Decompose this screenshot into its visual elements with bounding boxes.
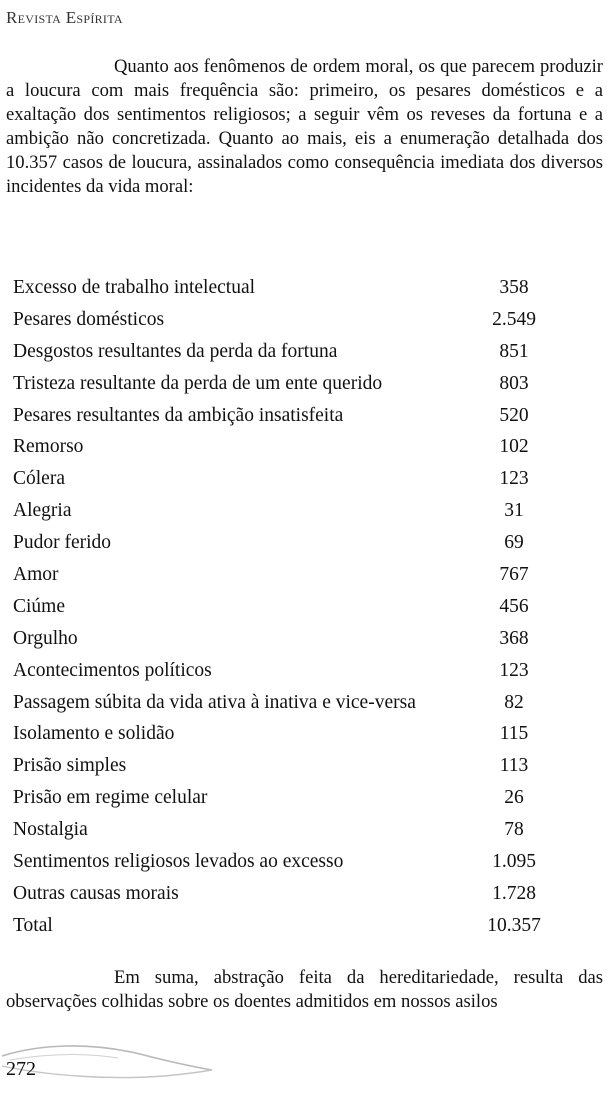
cause-count: 358 — [499, 276, 529, 298]
cause-count: 78 — [504, 819, 524, 841]
cause-label: Cólera — [13, 468, 65, 490]
cause-count: 1.095 — [492, 850, 536, 872]
cause-count: 82 — [504, 691, 524, 713]
causes-table — [13, 272, 573, 942]
table-row — [13, 431, 573, 463]
cause-label: Orgulho — [13, 627, 78, 649]
table-row — [13, 782, 573, 814]
table-row — [13, 304, 573, 336]
table-row-total — [13, 910, 573, 942]
cause-count: 123 — [499, 468, 529, 490]
table-row — [13, 336, 573, 368]
cause-label: Pesares domésticos — [13, 308, 165, 330]
cause-label: Remorso — [13, 436, 84, 458]
cause-count: 368 — [499, 627, 529, 649]
cause-label: Tristeza resultante da perda de um ente querido — [13, 372, 383, 394]
cause-label: Acontecimentos políticos — [13, 659, 212, 681]
total-label: Total — [13, 914, 53, 936]
intro-paragraph: Quanto aos fenômenos de ordem moral, os que parecem produzir a loucura com mais frequência são: primeiro, os pesares domésticos e a exaltação dos sentimentos religiosos; a seguir vêm os reveses da fortuna e a ambição não concretizada. Quanto ao mais, eis a enumeração detalhada dos 10.357 casos de loucura, assinalados como consequência imediata dos diversos incidentes da vida moral: — [6, 56, 603, 197]
table-row — [13, 623, 573, 655]
table-row — [13, 559, 573, 591]
table-row — [13, 495, 573, 527]
cause-label: Desgostos resultantes da perda da fortuna — [13, 340, 338, 362]
table-row — [13, 718, 573, 750]
table-row — [13, 846, 573, 878]
cause-count: 115 — [499, 723, 529, 745]
cause-count: 520 — [499, 404, 529, 426]
table-row — [13, 400, 573, 432]
cause-label: Excesso de trabalho intelectual — [13, 276, 256, 298]
cause-label: Prisão simples — [13, 755, 127, 777]
cause-label: Isolamento e solidão — [13, 723, 175, 745]
table-row — [13, 368, 573, 400]
cause-label: Prisão em regime celular — [13, 787, 208, 809]
cause-count: 102 — [499, 436, 529, 458]
cause-label: Passagem súbita da vida ativa à inativa e vice-versa — [13, 691, 416, 713]
total-count: 10.357 — [487, 914, 541, 936]
cause-label: Sentimentos religiosos levados ao excesso — [13, 850, 344, 872]
cause-label: Nostalgia — [13, 819, 88, 841]
page-number: 272 — [6, 1058, 36, 1080]
table-row — [13, 814, 573, 846]
cause-label: Ciúme — [13, 595, 65, 617]
table-row — [13, 687, 573, 719]
cause-count: 803 — [499, 372, 529, 394]
cause-count: 2.549 — [492, 308, 536, 330]
cause-count: 851 — [499, 340, 529, 362]
cause-label: Pudor ferido — [13, 532, 112, 554]
cause-count: 31 — [504, 500, 524, 522]
cause-count: 69 — [504, 532, 524, 554]
table-row — [13, 655, 573, 687]
cause-label: Amor — [13, 563, 59, 585]
table-row — [13, 527, 573, 559]
cause-count: 113 — [499, 755, 529, 777]
cause-count: 456 — [499, 595, 529, 617]
table-row — [13, 591, 573, 623]
cause-count: 767 — [499, 563, 529, 585]
cause-count: 1.728 — [492, 882, 536, 904]
cause-label: Alegria — [13, 500, 72, 522]
cause-count: 123 — [499, 659, 529, 681]
cause-count: 26 — [504, 787, 524, 809]
table-row — [13, 750, 573, 782]
cause-label: Outras causas morais — [13, 882, 179, 904]
closing-paragraph: Em suma, abstração feita da hereditariedade, resulta das observações colhidas sobre os doentes admitidos em nossos asilos — [6, 967, 603, 1012]
table-row — [13, 878, 573, 910]
cause-label: Pesares resultantes da ambição insatisfeita — [13, 404, 344, 426]
running-header: Revista Espírita — [6, 8, 123, 27]
table-row — [13, 272, 573, 304]
table-row — [13, 463, 573, 495]
